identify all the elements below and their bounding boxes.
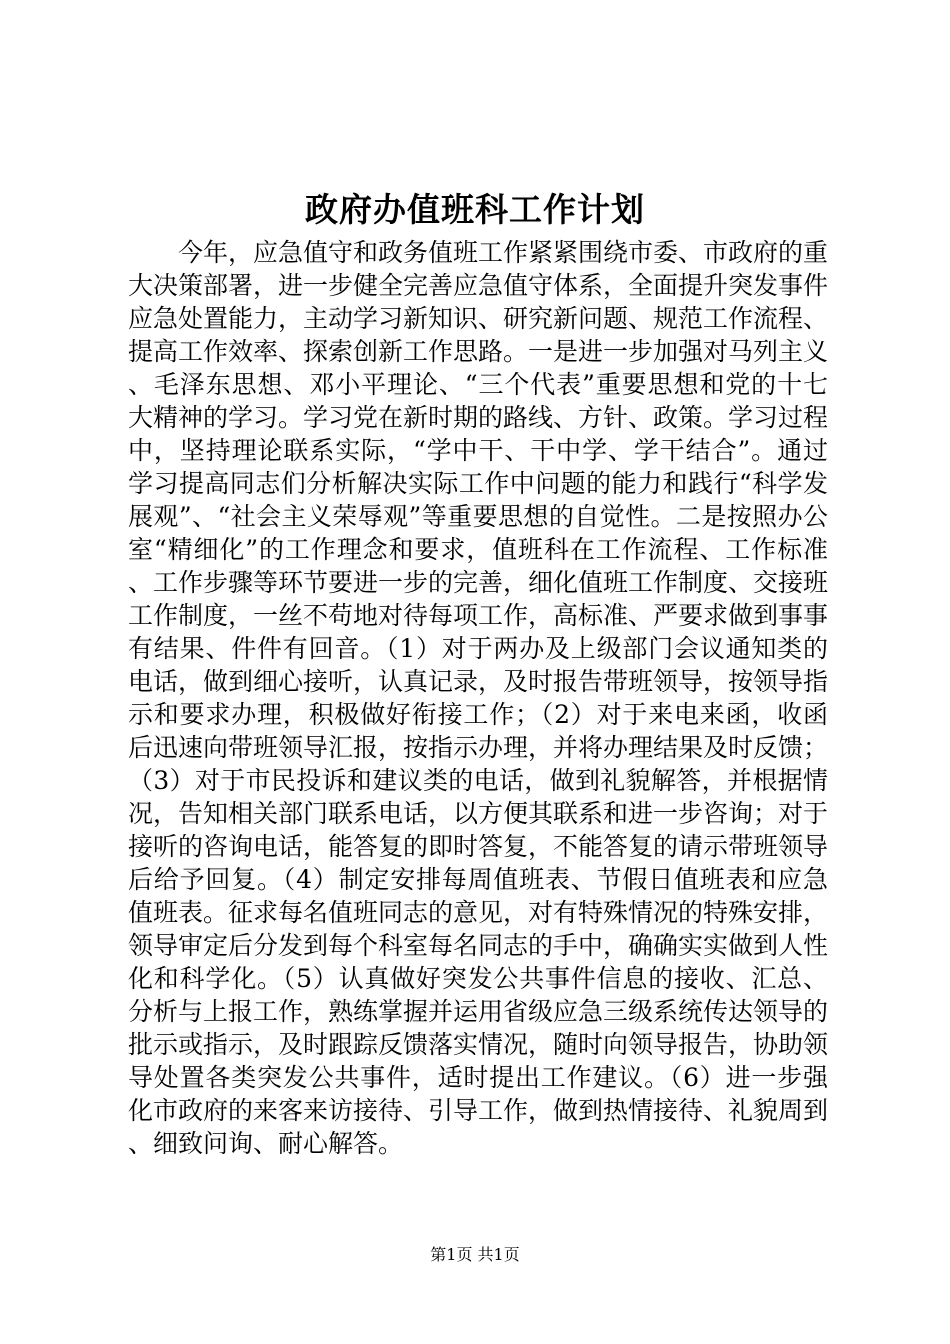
document-title: 政府办值班科工作计划 [305, 190, 645, 229]
document-body-paragraph: 今年，应急值守和政务值班工作紧紧围绕市委、市政府的重大决策部署，进一步健全完善应急值守体系，全面提升突发事件应急处置能力，主动学习新知识、研究新问题、规范工作流程、提高工作效率、探索创新工作思路。一是进一步加强对马列主义、毛泽东思想、邓小平理论、“三个代表”重要思想和党的十七大精神的学习。学习党在新时期的路线、方针、政策。学习过程中，坚持理论联系实际，“学中干、干中学、学干结合”。通过学习提高同志们分析解决实际工作中问题的能力和践行“科学发展观”、“社会主义荣辱观”等重要思想的自觉性。二是按照办公室“精细化”的工作理念和要求，值班科在工作流程、工作标准、工作步骤等环节要进一步的完善，细化值班工作制度、交接班工作制度，一丝不苟地对待每项工作，高标准、严要求做到事事有结果、件件有回音。（1）对于两办及上级部门会议通知类的电话，做到细心接听，认真记录，及时报告带班领导，按领导指示和要求办理，积极做好衔接工作；（2）对于来电来函，收函后迅速向带班领导汇报，按指示办理，并将办理结果及时反馈；（3）对于市民投诉和建议类的电话，做到礼貌解答，并根据情况，告知相关部门联系电话，以方便其联系和进一步咨询；对于接听的咨询电话，能答复的即时答复，不能答复的请示带班领导后给予回复。（4）制定安排每周值班表、节假日值班表和应急值班表。征求每名值班同志的意见，对有特殊情况的特殊安排，领导审定后分发到每个科室每名同志的手中，确确实实做到人性化和科学化。（5）认真做好突发公共事件信息的接收、汇总、分析与上报工作，熟练掌握并运用省级应急三级系统传达领导的批示或指示，及时跟踪反馈落实情况，随时向领导报告，协助领导处置各类突发公共事件，适时提出工作建议。（6）进一步强化市政府的来客来访接待、引导工作，做到热情接待、礼貌周到、细致问询、耐心解答。 [128, 238, 829, 1158]
page-footer: 第1页 共1页 [430, 1245, 520, 1264]
